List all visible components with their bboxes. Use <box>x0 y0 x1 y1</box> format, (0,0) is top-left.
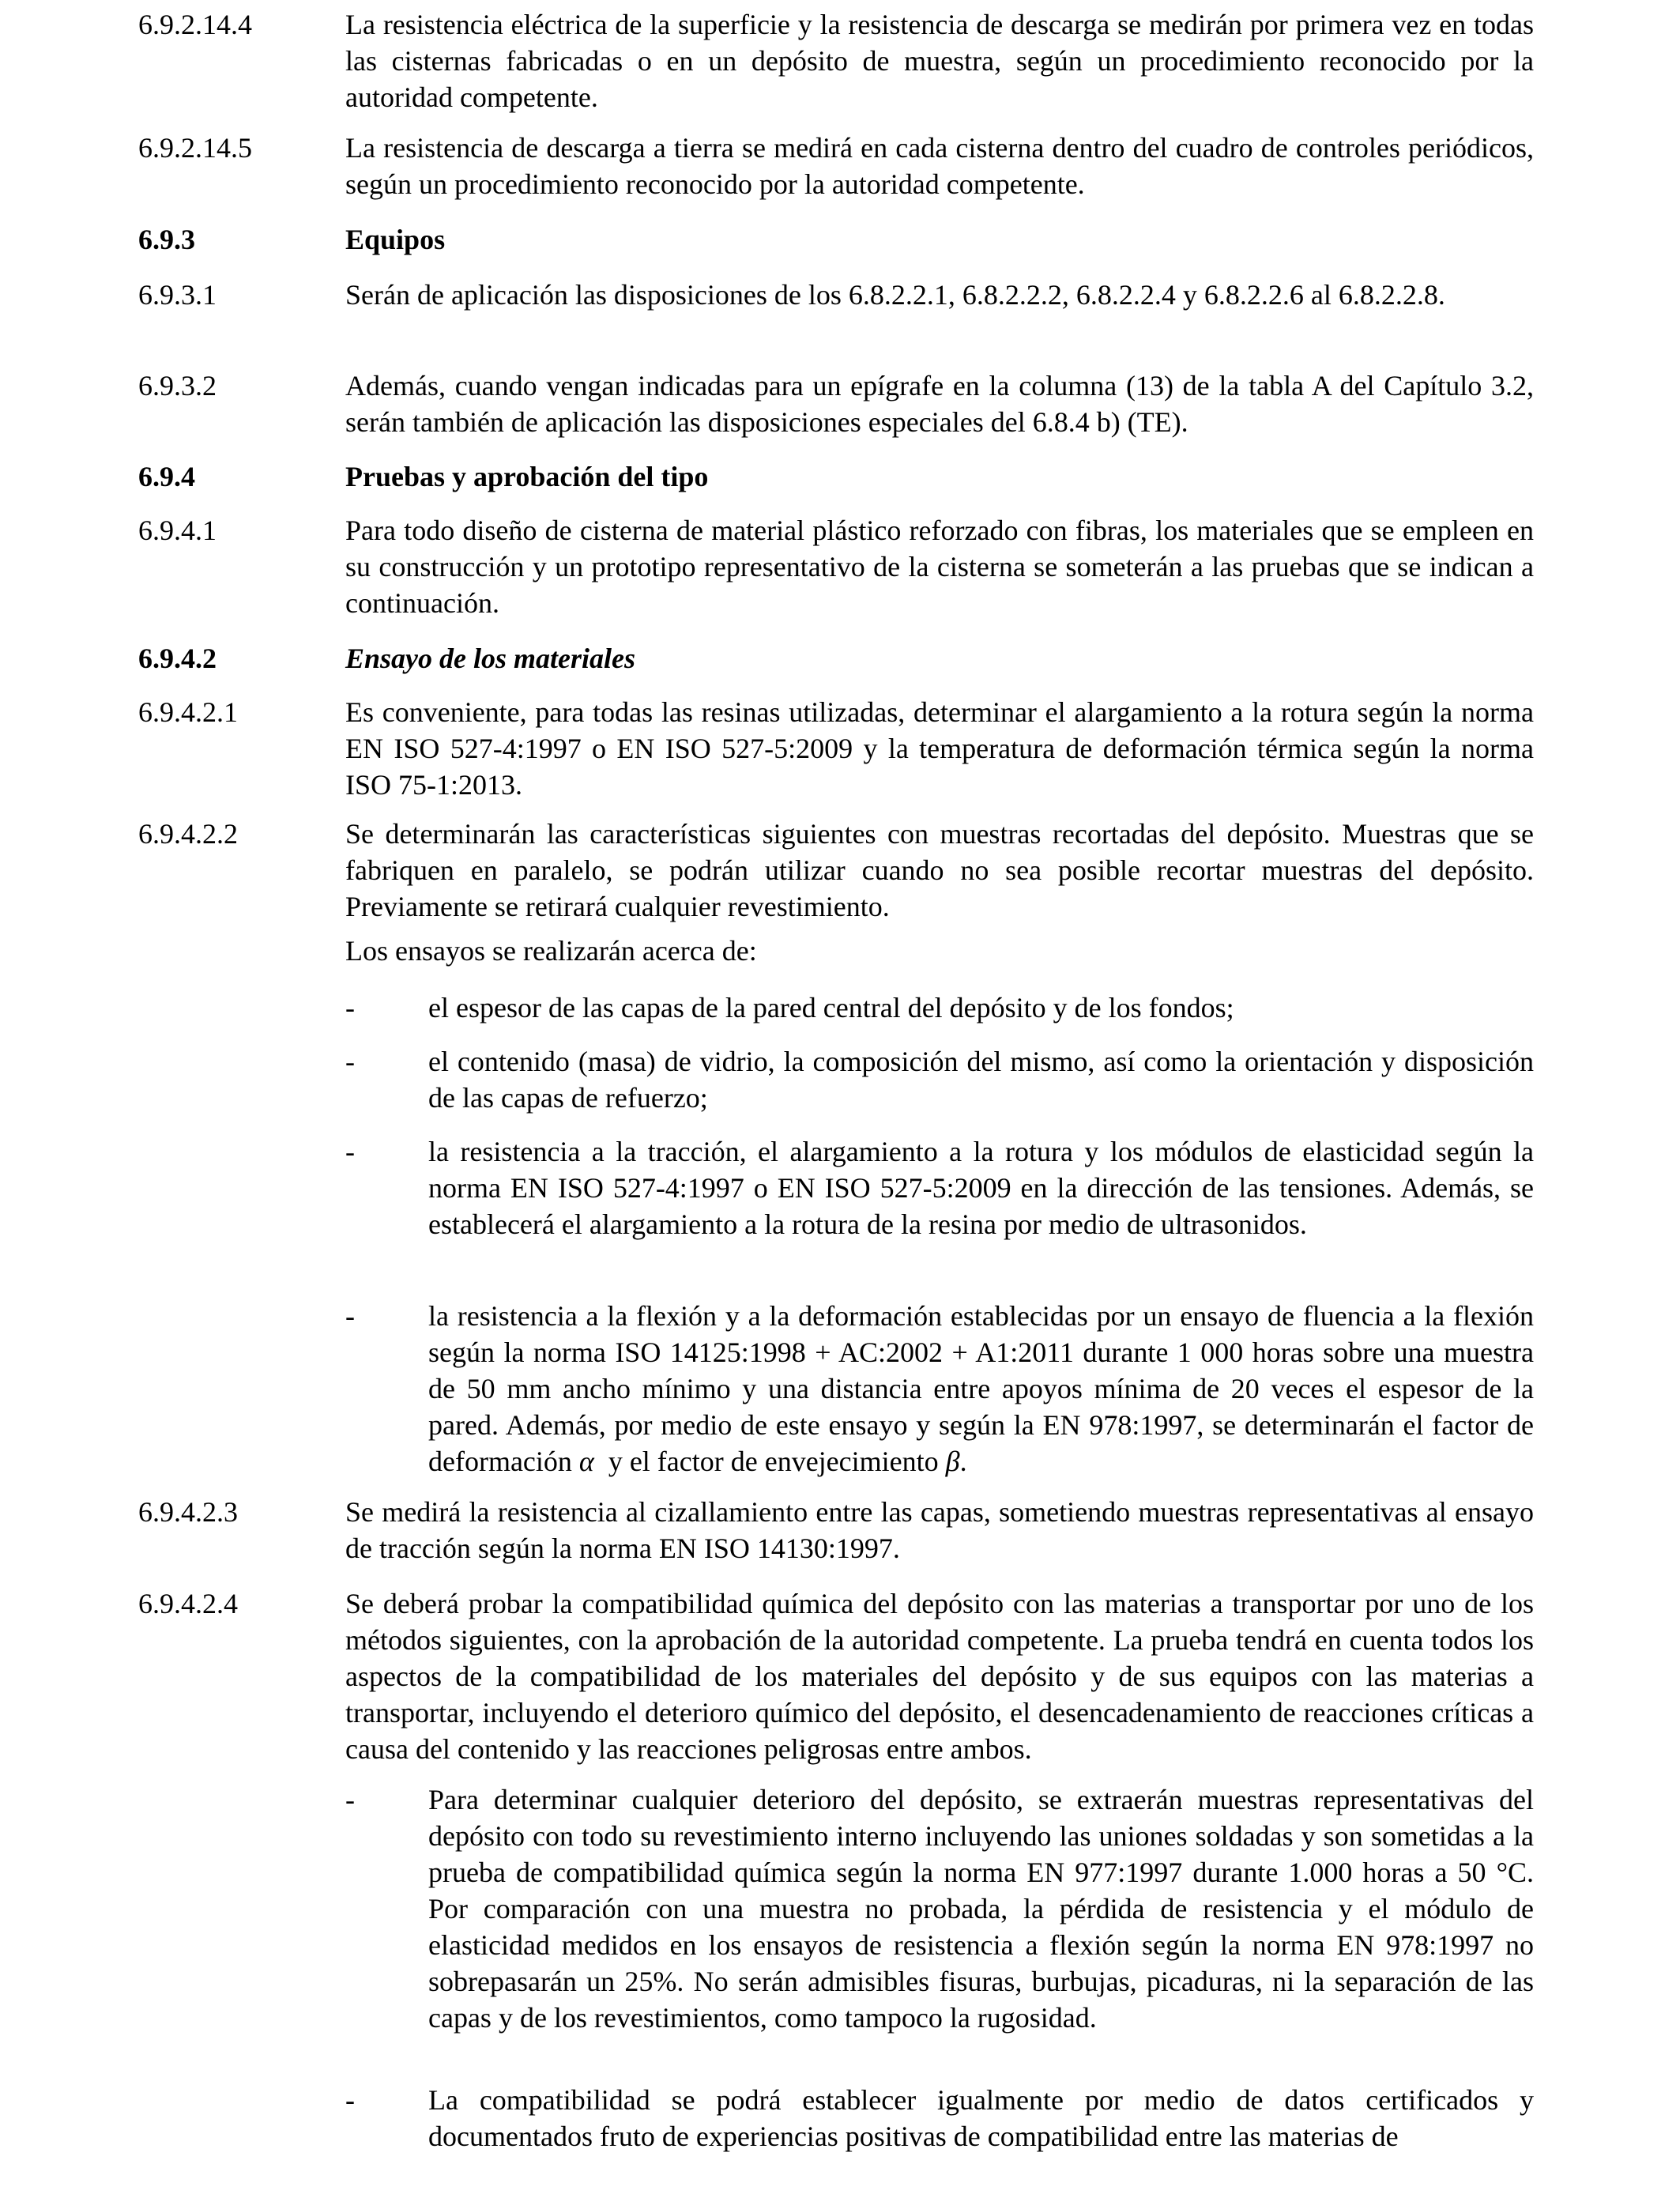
list-item-text: el contenido (masa) de vidrio, la composición del mismo, así como la orientación y disposición de las capas de refuerzo; <box>428 1046 1534 1114</box>
section-number: 6.9.4.2.3 <box>138 1496 238 1528</box>
alpha-symbol: α <box>578 1446 594 1477</box>
section-text: Se medirá la resistencia al cizallamiento entre las capas, sometiendo muestras representativas al ensayo de tracción según la norma EN ISO 14130:1997. <box>345 1496 1534 1564</box>
section-number: 6.9.2.14.4 <box>138 9 252 40</box>
section-number: 6.9.3.1 <box>138 279 217 311</box>
section-number: 6.9.4.2.1 <box>138 696 238 728</box>
heading-title: Equipos <box>345 224 446 255</box>
list-item-text-part: . <box>959 1446 967 1477</box>
section-number: 6.9.4.2.2 <box>138 818 238 850</box>
heading-title: Ensayo de los materiales <box>345 643 635 674</box>
beta-symbol: β <box>945 1446 960 1477</box>
list-item-text: el espesor de las capas de la pared central del depósito y de los fondos; <box>428 992 1234 1023</box>
section-text: Además, cuando vengan indicadas para un epígrafe en la columna (13) de la tabla A del Capítulo 3.2, serán también de aplicación las disposiciones especiales del 6.8.4 b) (TE). <box>345 370 1534 438</box>
heading-number: 6.9.4.2 <box>138 643 217 674</box>
heading-number: 6.9.4 <box>138 461 195 492</box>
list-item-text: La compatibilidad se podrá establecer igualmente por medio de datos certificados y documentados fruto de experiencias positivas de compatibilidad entre las materias de <box>428 2084 1534 2152</box>
heading-title: Pruebas y aprobación del tipo <box>345 461 709 492</box>
section-text: La resistencia de descarga a tierra se medirá en cada cisterna dentro del cuadro de controles periódicos, según un procedimiento reconocido por la autoridad competente. <box>345 132 1534 200</box>
list-item-text-part: la resistencia a la flexión y a la deformación establecidas por un ensayo de fluencia a la flexión según la norma ISO 14125:1998 + AC:2002 + A1:2011 durante 1 000 horas sobre una muestra de 50 mm ancho mínimo y una distancia entre apoyos mínima de 20 veces el espesor de la pared. Además, por medio de este ensayo y según la EN 978:1997, se determinarán el factor de deformación <box>428 1300 1534 1477</box>
list-item-text-part: y el factor de envejecimiento <box>608 1446 939 1477</box>
list-dash: - <box>345 992 355 1023</box>
section-text: Se determinarán las características siguientes con muestras recortadas del depósito. Muestras que se fabriquen en paralelo, se podrán utilizar cuando no sea posible recortar muestras del depósito. Previamente se retirará cualquier revestimiento. <box>345 818 1534 922</box>
list-intro: Los ensayos se realizarán acerca de: <box>345 935 757 967</box>
section-text: Es conveniente, para todas las resinas utilizadas, determinar el alargamiento a la rotura según la norma EN ISO 527-4:1997 o EN ISO 527-5:2009 y la temperatura de deformación térmica según la norma ISO 75-1:2013. <box>345 696 1534 801</box>
section-text: Se deberá probar la compatibilidad química del depósito con las materias a transportar por uno de los métodos siguientes, con la aprobación de la autoridad competente. La prueba tendrá en cuenta todos los aspectos de la compatibilidad de los materiales del depósito y de sus equipos con las materias a transportar, incluyendo el deterioro químico del depósito, el desencadenamiento de reacciones críticas a causa del contenido y las reacciones peligrosas entre ambos. <box>345 1588 1534 1765</box>
list-item-text: Para determinar cualquier deterioro del depósito, se extraerán muestras representativas del depósito con todo su revestimiento interno incluyendo las uniones soldadas y son sometidas a la prueba de compatibilidad química según la norma EN 977:1997 durante 1.000 horas a 50 °C. Por comparación con una muestra no probada, la pérdida de resistencia y el módulo de elasticidad medidos en los ensayos de resistencia a flexión según la norma EN 978:1997 no sobrepasarán un 25%. No serán admisibles fisuras, burbujas, picaduras, ni la separación de las capas y de los revestimientos, como tampoco la rugosidad. <box>428 1784 1534 2034</box>
list-item-text <box>428 1298 1534 1480</box>
list-dash: - <box>345 1300 355 1332</box>
section-text: La resistencia eléctrica de la superficie y la resistencia de descarga se medirán por primera vez en todas las cisternas fabricadas o en un depósito de muestra, según un procedimiento reconocido por la autoridad competente. <box>345 9 1534 113</box>
list-dash: - <box>345 1784 355 1815</box>
list-dash: - <box>345 1046 355 1077</box>
section-text: Para todo diseño de cisterna de material plástico reforzado con fibras, los materiales que se empleen en su construcción y un prototipo representativo de la cisterna se someterán a las pruebas que se indican a continuación. <box>345 515 1534 619</box>
heading-number: 6.9.3 <box>138 224 195 255</box>
section-number: 6.9.3.2 <box>138 370 217 401</box>
section-text: Serán de aplicación las disposiciones de los 6.8.2.2.1, 6.8.2.2.2, 6.8.2.2.4 y 6.8.2.2.6 al 6.8.2.2.8. <box>345 279 1445 311</box>
list-item-text: la resistencia a la tracción, el alargamiento a la rotura y los módulos de elasticidad según la norma EN ISO 527-4:1997 o EN ISO 527-5:2009 en la dirección de las tensiones. Además, se establecerá el alargamiento a la rotura de la resina por medio de ultrasonidos. <box>428 1136 1534 1240</box>
section-number: 6.9.2.14.5 <box>138 132 252 164</box>
section-number: 6.9.4.2.4 <box>138 1588 238 1619</box>
section-number: 6.9.4.1 <box>138 515 217 546</box>
list-dash: - <box>345 2084 355 2116</box>
list-dash: - <box>345 1136 355 1167</box>
